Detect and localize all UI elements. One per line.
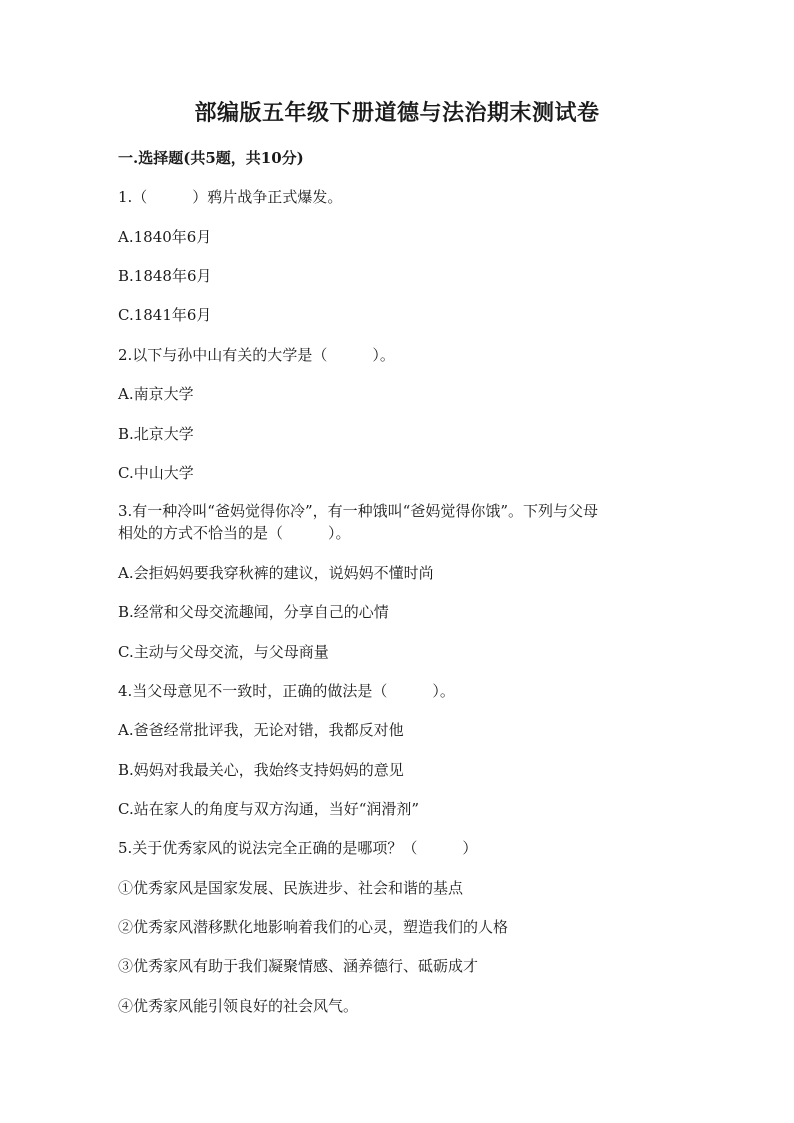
question-3-option-b: B.经常和父母交流趣闻，分享自己的心情: [118, 603, 389, 621]
question-5-stem: 5.关于优秀家风的说法完全正确的是哪项？（ ）: [118, 839, 478, 857]
question-4-stem: 4.当父母意见不一致时，正确的做法是（ ）。: [118, 682, 455, 700]
question-3-option-a: A.会拒妈妈要我穿秋裤的建议，说妈妈不懂时尚: [118, 564, 434, 582]
question-2-stem: 2.以下与孙中山有关的大学是（ ）。: [118, 346, 395, 364]
question-2-option-a: A.南京大学: [118, 385, 194, 403]
page-title: 部编版五年级下册道德与法治期末测试卷: [194, 100, 600, 126]
question-3-stem-line-1: 3.有一种冷叫“爸妈觉得你冷”，有一种饿叫“爸妈觉得你饿”。下列与父母: [118, 502, 598, 520]
question-2-option-b: B.北京大学: [118, 425, 194, 443]
question-5-item-3: ③优秀家风有助于我们凝聚情感、涵养德行、砥砺成才: [118, 957, 479, 975]
question-3-option-c: C.主动与父母交流，与父母商量: [118, 643, 329, 661]
question-4-option-c: C.站在家人的角度与双方沟通，当好“润滑剂”: [118, 800, 420, 818]
question-1-option-a: A.1840年6月: [118, 228, 212, 246]
section-heading: 一.选择题(共5题，共10分): [118, 149, 304, 167]
question-5-item-2: ②优秀家风潜移默化地影响着我们的心灵，塑造我们的人格: [118, 918, 509, 936]
question-4-option-b: B.妈妈对我最关心，我始终支持妈妈的意见: [118, 761, 404, 779]
question-4-option-a: A.爸爸经常批评我，无论对错，我都反对他: [118, 721, 404, 739]
question-2-option-c: C.中山大学: [118, 464, 194, 482]
question-1-stem: 1.（ ）鸦片战争正式爆发。: [118, 188, 343, 206]
question-3-stem-line-2: 相处的方式不恰当的是（ ）。: [118, 524, 351, 542]
question-1-option-b: B.1848年6月: [118, 267, 212, 285]
question-1-option-c: C.1841年6月: [118, 306, 212, 324]
question-5-item-4: ④优秀家风能引领良好的社会风气。: [118, 997, 359, 1015]
question-5-item-1: ①优秀家风是国家发展、民族进步、社会和谐的基点: [118, 879, 464, 897]
